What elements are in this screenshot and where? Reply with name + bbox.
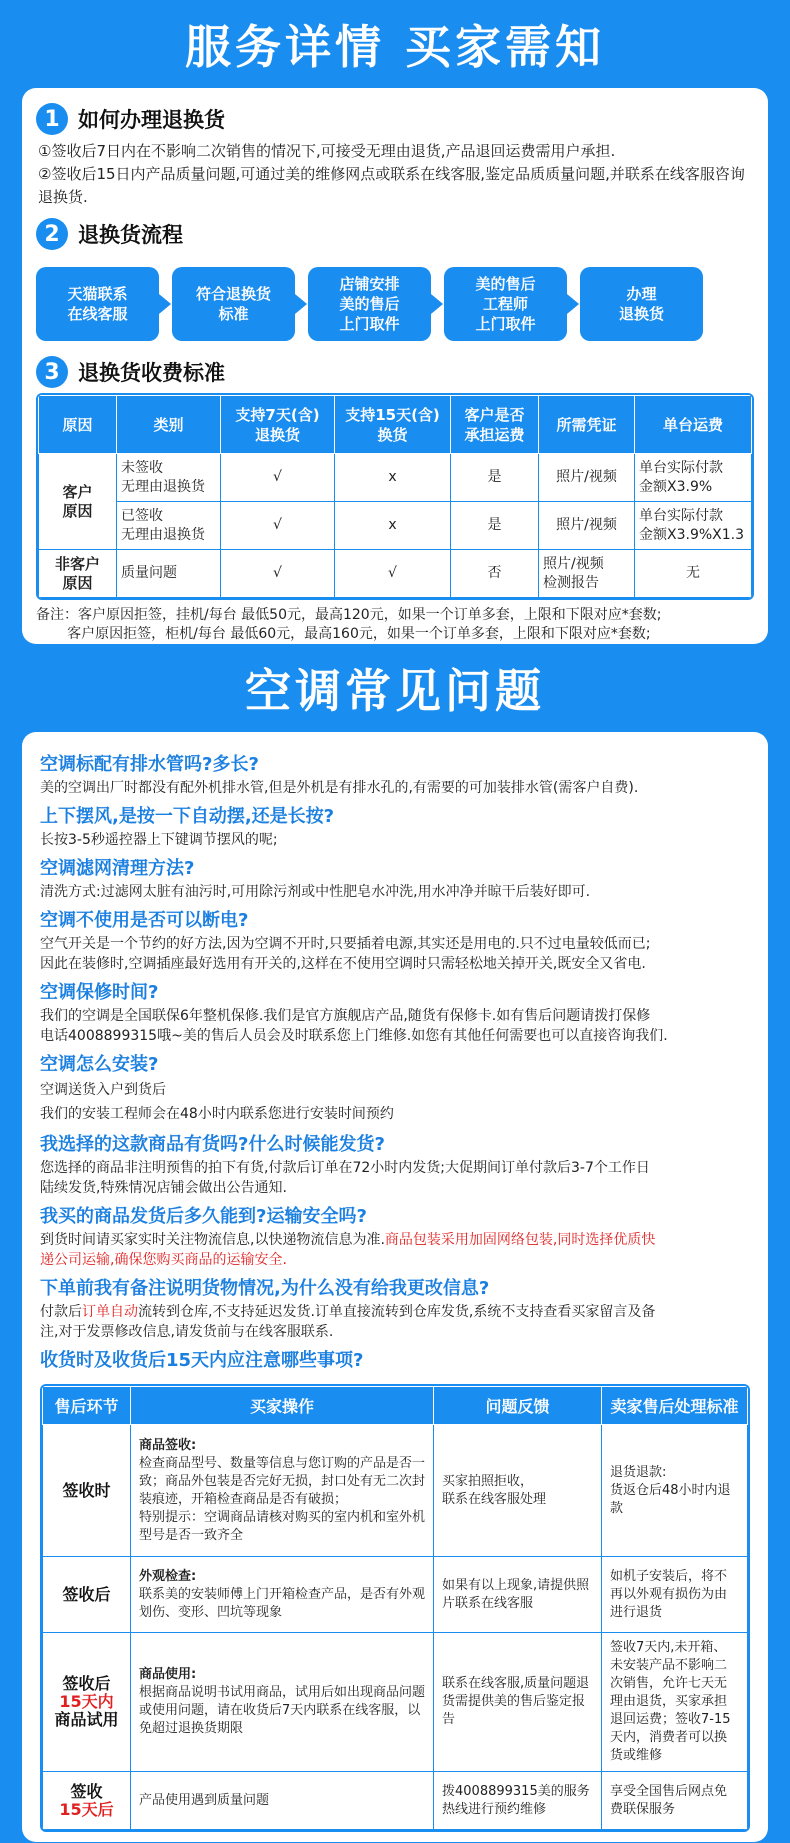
stage-text: 签收 bbox=[70, 1781, 103, 1801]
flow-step: 符合退换货 标准 bbox=[172, 267, 295, 341]
faq-question: 空调滤网清理方法? bbox=[40, 858, 195, 879]
faq-question: 空调怎么安装? bbox=[40, 1054, 159, 1075]
col-header: 原因 bbox=[39, 396, 117, 454]
feedback-cell: 如果有以上现象,请提供照片联系在线客服 bbox=[434, 1557, 602, 1633]
doc-cell: 照片/视频 bbox=[539, 454, 635, 502]
table-row bbox=[39, 454, 752, 502]
faq-answer bbox=[40, 1230, 750, 1270]
operation-title: 商品签收: bbox=[139, 1437, 197, 1453]
flow-step: 店铺安排 美的售后 上门取件 bbox=[308, 267, 431, 341]
reason-cell: 非客户 原因 bbox=[39, 550, 117, 598]
check-cell: x bbox=[335, 502, 451, 550]
col-header: 问题反馈 bbox=[434, 1387, 602, 1425]
check-cell: √ bbox=[335, 550, 451, 598]
col-header: 单台运费 bbox=[635, 396, 752, 454]
table-row bbox=[43, 1425, 748, 1557]
col-header: 卖家售后处理标准 bbox=[602, 1387, 748, 1425]
table-header-row bbox=[39, 396, 752, 454]
fee-cell: 单台实际付款 金额X3.9% bbox=[635, 454, 752, 502]
arrow-right-icon bbox=[431, 294, 443, 314]
flow-step: 办理 退换货 bbox=[580, 267, 703, 341]
faq-answer: 空调送货入户到货后 我们的安装工程师会在48小时内联系您进行安装时间预约 bbox=[40, 1082, 394, 1122]
operation-text: 根据商品说明书试用商品，试用后如出现商品问题或使用问题，请在收货后7天内联系在线客服，以免超过退换货期限 bbox=[139, 1685, 426, 1736]
section-number: 3 bbox=[36, 356, 68, 388]
standard-cell: 退货退款: 货返仓后48小时内退款 bbox=[602, 1425, 748, 1557]
pay-cell: 是 bbox=[451, 502, 539, 550]
stage-highlight: 15天内 bbox=[59, 1692, 114, 1711]
faq-answer: 美的空调出厂时都没有配外机排水管,但是外机是有排水孔的,有需要的可加装排水管(需客户自费). bbox=[40, 780, 639, 796]
reason-cell: 客户 原因 bbox=[39, 454, 117, 550]
operation-title: 外观检查: bbox=[139, 1568, 197, 1584]
fee-cell: 单台实际付款 金额X3.9%X1.3 bbox=[635, 502, 752, 550]
section-number: 2 bbox=[36, 218, 68, 250]
fee-cell: 无 bbox=[635, 550, 752, 598]
col-header: 所需凭证 bbox=[539, 396, 635, 454]
section-1-heading bbox=[36, 98, 754, 140]
arrow-right-icon bbox=[159, 294, 171, 314]
arrow-right-icon bbox=[567, 294, 579, 314]
col-header: 买家操作 bbox=[131, 1387, 434, 1425]
after-sales-table bbox=[40, 1384, 750, 1832]
faq-answer: 您选择的商品非注明预售的拍下有货,付款后订单在72小时内发货;大促期间订单付款后3-7个工作日 陆续发货,特殊情况店铺会做出公告通知. bbox=[40, 1160, 650, 1196]
faq-answer bbox=[40, 1302, 750, 1342]
doc-cell: 照片/视频 bbox=[539, 502, 635, 550]
faq-question: 空调不使用是否可以断电? bbox=[40, 910, 249, 931]
fee-note-2: 客户原因拒签，柜机/每台 最低60元，最高160元，如果一个订单多套，上限和下限对应*套数; bbox=[36, 626, 651, 642]
stage-cell bbox=[43, 1633, 131, 1772]
answer-highlight: 订单自动 bbox=[82, 1304, 138, 1320]
return-rule-2: ②签收后15日内产品质量问题,可通过美的维修网点或联系在线客服,鉴定品质质量问题,并联系在线客服咨询退换货. bbox=[38, 165, 745, 206]
section-title: 如何办理退换货 bbox=[78, 108, 225, 132]
faq-question: 空调标配有排水管吗?多长? bbox=[40, 754, 259, 775]
col-header: 客户是否 承担运费 bbox=[451, 396, 539, 454]
stage-text: 签收后 bbox=[62, 1674, 111, 1693]
check-cell: √ bbox=[221, 550, 335, 598]
stage-cell bbox=[43, 1772, 131, 1830]
arrow-right-icon bbox=[295, 294, 307, 314]
stage-cell: 签收时 bbox=[43, 1425, 131, 1557]
faq-card bbox=[22, 732, 768, 1842]
stage-cell: 签收后 bbox=[43, 1557, 131, 1633]
table-row bbox=[39, 550, 752, 598]
table-row bbox=[43, 1557, 748, 1633]
standard-cell: 享受全国售后网点免费联保服务 bbox=[602, 1772, 748, 1830]
faq-answer: 我们的空调是全国联保6年整机保修.我们是官方旗舰店产品,随货有保修卡.如有售后问题请拨打保修 电话4008899315哦~美的售后人员会及时联系您上门维修.如您有其他任何需要也可以直接咨询我们. bbox=[40, 1008, 668, 1044]
answer-highlight: 商品包装采用加固网络包装,同时选择优质快 递公司运输,确保您购买商品的运输安全. bbox=[40, 1232, 656, 1268]
faq-question: 下单前我有备注说明货物情况,为什么没有给我更改信息? bbox=[40, 1278, 490, 1299]
fee-table bbox=[36, 393, 754, 600]
operation-cell bbox=[131, 1425, 434, 1557]
answer-text: 付款后 bbox=[40, 1304, 82, 1320]
section-title: 退换货收费标准 bbox=[78, 361, 225, 385]
fee-note-1: 备注：客户原因拒签，挂机/每台 最低50元，最高120元，如果一个订单多套，上限和下限对应*套数; bbox=[36, 607, 662, 623]
table-row bbox=[43, 1772, 748, 1830]
return-service-card bbox=[22, 88, 768, 644]
operation-text: 联系美的安装师傅上门开箱检查产品，是否有外观划伤、变形、凹坑等现象 bbox=[139, 1586, 426, 1620]
return-flow bbox=[36, 267, 754, 341]
faq-answer: 长按3-5秒遥控器上下键调节摆风的呢; bbox=[40, 832, 278, 848]
table-header-row bbox=[43, 1387, 748, 1425]
doc-cell: 照片/视频 检测报告 bbox=[539, 550, 635, 598]
faq-question: 上下摆风,是按一下自动摆,还是长按? bbox=[40, 806, 335, 827]
operation-cell bbox=[131, 1557, 434, 1633]
section-3-heading bbox=[36, 351, 754, 393]
operation-cell: 产品使用遇到质量问题 bbox=[131, 1772, 434, 1830]
operation-cell bbox=[131, 1633, 434, 1772]
stage-highlight: 15天后 bbox=[59, 1799, 114, 1819]
answer-text: 到货时间请买家实时关注物流信息,以快递物流信息为准. bbox=[40, 1232, 385, 1248]
pay-cell: 否 bbox=[451, 550, 539, 598]
col-header: 类别 bbox=[117, 396, 221, 454]
category-cell: 质量问题 bbox=[117, 550, 221, 598]
answer-text: 流转到仓库,不支持延迟发货.订单直接流转到仓库发货,系统不支持查看买家留言及备 注,对于发票修改信息,请发货前与在线客服联系. bbox=[40, 1304, 656, 1340]
faq-title: 空调常见问题 bbox=[245, 664, 545, 718]
check-cell: √ bbox=[221, 454, 335, 502]
standard-cell: 签收7天内,未开箱、未安装产品不影响二次销售，允许七天无理由退货，买家承担退回运费；签收7-15天内，消费者可以换货或维修 bbox=[602, 1633, 748, 1772]
section-number: 1 bbox=[36, 103, 68, 135]
flow-step: 美的售后 工程师 上门取件 bbox=[444, 267, 567, 341]
faq-question: 我选择的这款商品有货吗?什么时候能发货? bbox=[40, 1134, 385, 1155]
faq-answer: 空气开关是一个节约的好方法,因为空调不开时,只要插着电源,其实还是用电的.只不过电量较低而已; 因此在装修时,空调插座最好选用有开关的,这样在不使用空调时只需轻松地关掉开关,既安全又省电. bbox=[40, 936, 651, 972]
faq-question: 收货时及收货后15天内应注意哪些事项? bbox=[40, 1350, 364, 1371]
page-title: 服务详情 买家需知 bbox=[184, 20, 605, 74]
col-header: 售后环节 bbox=[43, 1387, 131, 1425]
table-row bbox=[43, 1633, 748, 1772]
operation-text: 检查商品型号、数量等信息与您订购的产品是否一致；商品外包装是否完好无损，封口处有无二次封装痕迹，开箱检查商品是否有破损； 特别提示：空调商品请核对购买的室内机和室外机型号是否一致齐全 bbox=[139, 1455, 426, 1543]
faq-question: 我买的商品发货后多久能到?运输安全吗? bbox=[40, 1206, 367, 1227]
operation-title: 商品使用: bbox=[139, 1667, 197, 1682]
col-header: 支持7天(含) 退换货 bbox=[221, 396, 335, 454]
section-2-heading bbox=[36, 213, 754, 255]
flow-step: 天猫联系 在线客服 bbox=[36, 267, 159, 341]
col-header: 支持15天(含) 换货 bbox=[335, 396, 451, 454]
check-cell: x bbox=[335, 454, 451, 502]
category-cell: 未签收 无理由退换货 bbox=[117, 454, 221, 502]
faq-answer: 清洗方式:过滤网太脏有油污时,可用除污剂或中性肥皂水冲洗,用水冲净并晾干后装好即可. bbox=[40, 884, 591, 900]
table-row bbox=[39, 502, 752, 550]
faq-question: 空调保修时间? bbox=[40, 982, 159, 1003]
return-rule-1: ①签收后7日内在不影响二次销售的情况下,可接受无理由退货,产品退回运费需用户承担. bbox=[38, 142, 616, 160]
stage-text: 商品试用 bbox=[54, 1710, 119, 1729]
check-cell: √ bbox=[221, 502, 335, 550]
feedback-cell: 联系在线客服,质量问题退货需提供美的售后鉴定报告 bbox=[434, 1633, 602, 1772]
pay-cell: 是 bbox=[451, 454, 539, 502]
section-title: 退换货流程 bbox=[78, 223, 183, 247]
feedback-cell: 拨4008899315美的服务热线进行预约维修 bbox=[434, 1772, 602, 1830]
standard-cell: 如机子安装后，将不再以外观有损伤为由进行退货 bbox=[602, 1557, 748, 1633]
category-cell: 已签收 无理由退换货 bbox=[117, 502, 221, 550]
feedback-cell: 买家拍照拒收， 联系在线客服处理 bbox=[434, 1425, 602, 1557]
